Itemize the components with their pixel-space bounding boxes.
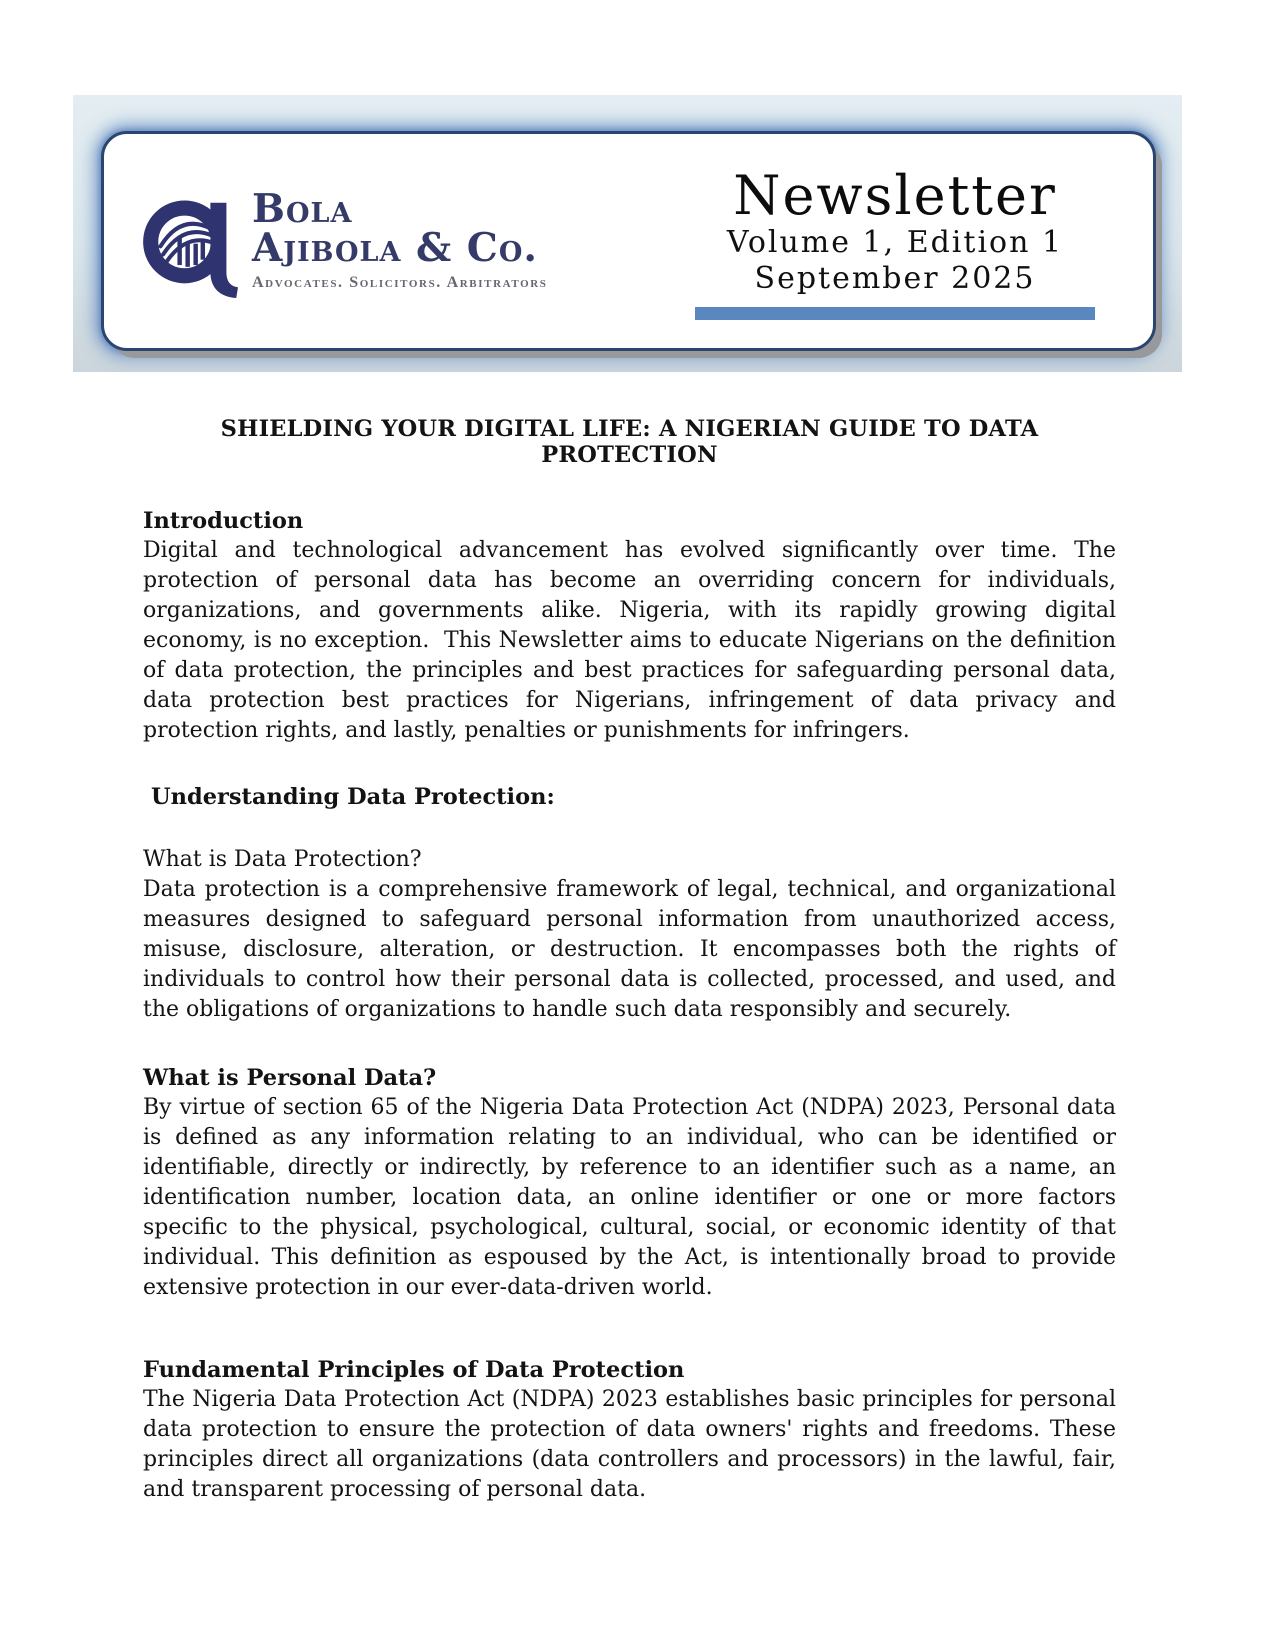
section-heading: What is Personal Data?	[143, 1065, 437, 1091]
section-paragraph: The Nigeria Data Protection Act (NDPA) 2023 establishes basic principles for personal data protection to ensure the protection of data owners' rights and freedoms. These principles direct all organizations (data controllers and processors) in the lawful, fair, and transparent processing of personal data.	[143, 1387, 1123, 1502]
section-subheading: What is Data Protection?	[143, 847, 422, 872]
firm-name-line2: Ajibola & Co.	[252, 224, 538, 271]
section-what-is-personal-data	[143, 1063, 1123, 1303]
firm-name-line1: Bola	[252, 186, 353, 233]
masthead-volume: Volume 1, Edition 1	[726, 224, 1064, 260]
section-heading: Fundamental Principles of Data Protection	[143, 1357, 685, 1383]
section-introduction	[143, 506, 1123, 746]
masthead	[695, 162, 1095, 320]
section-heading: Understanding Data Protection:	[151, 784, 555, 810]
masthead-title: Newsletter	[733, 164, 1057, 228]
firm-name-block	[252, 186, 548, 291]
section-heading: Introduction	[143, 508, 304, 534]
masthead-accent-bar	[695, 307, 1095, 320]
section-fundamental-principles	[143, 1355, 1123, 1505]
banner-card	[101, 131, 1156, 351]
section-paragraph: Data protection is a comprehensive framework of legal, technical, and organizational measures designed to safeguard personal information from unauthorized access, misuse, disclosure, alteration, or destruction. It encompasses both the rights of individuals to control how their personal data is collected, processed, and used, and the obligations of organizations to handle such data responsibly and securely.	[143, 877, 1123, 1022]
firm-tagline: Advocates. Solicitors. Arbitrators	[252, 273, 548, 291]
section-paragraph: By virtue of section 65 of the Nigeria Data Protection Act (NDPA) 2023, Personal data is defined as any information relating to an individual, who can be identified or identifiable, directly or indirectly, by reference to an identifier such as a name, an identification number, location data, an online identifier or one or more factors specific to the physical, psychological, cultural, social, or economic identity of that individual. This definition as espoused by the Act, is intentionally broad to provide extensive protection in our ever-data-driven world.	[143, 1095, 1123, 1300]
section-paragraph: Digital and technological advancement has evolved significantly over time. The protection of personal data has become an overriding concern for individuals, organizations, and governments alike. Nigeria, with its rapidly growing digital economy, is no exception. This Newsletter aims to educate Nigerians on the definition of data protection, the principles and best practices for safeguarding personal data, data protection best practices for Nigerians, infringement of data privacy and protection rights, and lastly, penalties or punishments for infringers.	[143, 538, 1123, 743]
firm-logo-column-icon	[140, 182, 238, 300]
firm-logo	[140, 182, 548, 300]
masthead-date: September 2025	[754, 261, 1036, 297]
section-understanding-data-protection	[143, 782, 1123, 1025]
article-title: SHIELDING YOUR DIGITAL LIFE: A NIGERIAN GUIDE TO DATA PROTECTION	[220, 416, 1039, 468]
article	[143, 372, 1123, 1505]
firm-name	[252, 186, 548, 271]
newsletter-banner	[73, 95, 1182, 372]
